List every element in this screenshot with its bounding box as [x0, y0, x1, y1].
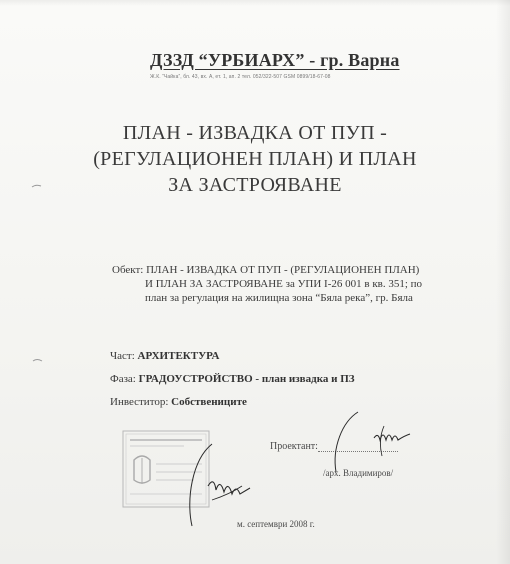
designer-label: Проектант: — [270, 441, 318, 452]
title-line-2: (РЕГУЛАЦИОНЕН ПЛАН) И ПЛАН — [93, 148, 417, 170]
document-date: м. септември 2008 г. — [237, 519, 315, 529]
object-line-3: план за регулация на жилищна зона “Бяла река”, гр. Бяла — [145, 292, 413, 304]
part-value: АРХИТЕКТУРА — [137, 350, 220, 362]
company-name: ДЗЗД “УРБИАРХ” - гр. Варна — [150, 50, 400, 70]
title-line-1: ПЛАН - ИЗВАДКА ОТ ПУП - — [122, 122, 388, 144]
title-line-3: ЗА ЗАСТРОЯВАНЕ — [168, 174, 342, 196]
phase-field — [110, 373, 355, 385]
part-label: Част: — [110, 350, 135, 362]
object-line-2: И ПЛАН ЗА ЗАСТРОЯВАНЕ за УПИ I-26 001 в кв. 351; по — [145, 278, 423, 290]
part-field — [110, 350, 219, 362]
document-title — [60, 120, 450, 198]
object-row-1 — [112, 263, 472, 277]
object-label: Обект: — [112, 264, 144, 276]
phase-label: Фаза: — [110, 373, 136, 385]
object-block — [112, 263, 472, 305]
company-address: Ж.К. “Чайка”, бл. 43, вх. А, ет. 1, ап. 2 тел. 052/322-507 GSM 0899/18-67-08 — [150, 74, 331, 80]
phase-value: ГРАДОУСТРОЙСТВО - план извадка и ПЗ — [138, 373, 355, 385]
investor-value: Собствениците — [171, 396, 247, 408]
object-line-1: ПЛАН - ИЗВАДКА ОТ ПУП - (РЕГУЛАЦИОНЕН ПЛАН) — [146, 264, 420, 276]
investor-label: Инвеститор: — [110, 396, 169, 408]
investor-signature — [178, 440, 258, 530]
designer-name: /арх. Владимиров/ — [323, 468, 394, 478]
letterhead — [150, 50, 420, 80]
investor-field — [110, 396, 247, 408]
